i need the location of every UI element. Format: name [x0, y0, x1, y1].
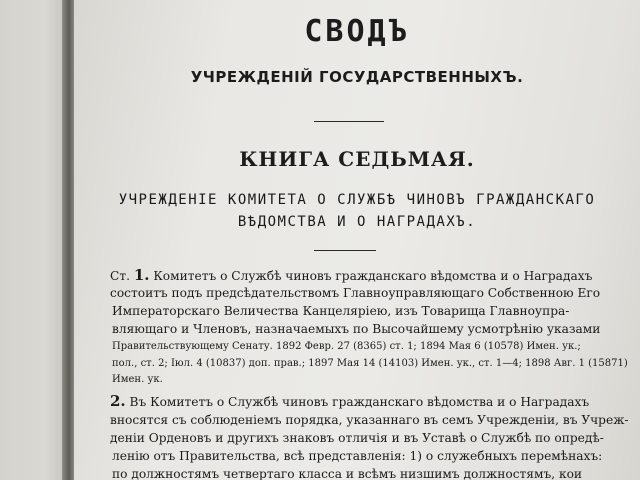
institution-title-line-2: ВѢДОМСТВА И О НАГРАДАХЪ. [237, 214, 477, 230]
article-1-citation: Правительствующему Сенату. 1892 Февр. 27 (8365) ст. 1; 1894 Мая 6 (10578) Имен. ук.; [112, 341, 581, 352]
article-1-line [110, 266, 630, 285]
article-1-citation: пол., ст. 2; Іюл. 4 (10837) доп. прав.; 1897 Мая 14 (14103) Имен. ук., ст. 1—4; 1898 Авг. 1 (15871) [112, 358, 628, 369]
article-1-line: Императорскаго Величества Канцеляріею, изъ Товарища Главноупра- [112, 304, 570, 318]
page-title: СВОДЪ [304, 14, 410, 49]
article-2-line [110, 392, 630, 411]
left-facing-page [0, 0, 64, 480]
page-subtitle: УЧРЕЖДЕНІЙ ГОСУДАРСТВЕННЫХЪ. [190, 68, 524, 86]
article-1-line: вляющаго и Членовъ, назначаемыхъ по Высочайшему усмотрѣнію указами [112, 322, 601, 336]
article-2-line: ленію отъ Правительства, всѣ представленія: 1) о служебныхъ перемѣнахъ: [112, 449, 603, 463]
article-1-citation: Имен. ук. [112, 374, 163, 385]
article-2-line: деніи Орденовъ и другихъ знаковъ отличія и въ Уставѣ о Службѣ по опредѣ- [110, 431, 604, 445]
book-heading: КНИГА СЕДЬМАЯ. [239, 147, 475, 171]
article-2-line: вносятся съ соблюденіемъ порядка, указаннаго въ семъ Учрежденіи, въ Учреж- [110, 413, 629, 427]
article-text: Въ Комитетъ о Службѣ чиновъ гражданскаго вѣдомства и о Наградахъ [129, 395, 590, 409]
article-2-line: по должностямъ четвертаго класса и всѣмъ низшимъ должностямъ, кои [112, 467, 583, 480]
article-1-line: состоитъ подъ предсѣдательствомъ Главноуправляющаго Собственною Его [110, 286, 601, 300]
article-number: 1. [133, 266, 150, 284]
article-number: 2. [110, 392, 126, 410]
divider-rule [314, 250, 376, 251]
divider-rule [314, 121, 384, 122]
book-page [74, 0, 640, 480]
institution-title-line-1: УЧРЕЖДЕНІЕ КОМИТЕТА О СЛУЖБѢ ЧИНОВЪ ГРАЖДАНСКАГО [118, 192, 596, 208]
article-prefix: Ст. [110, 269, 130, 283]
article-text: Комитетъ о Службѣ чиновъ гражданскаго вѣдомства и о Наградахъ [153, 269, 593, 283]
